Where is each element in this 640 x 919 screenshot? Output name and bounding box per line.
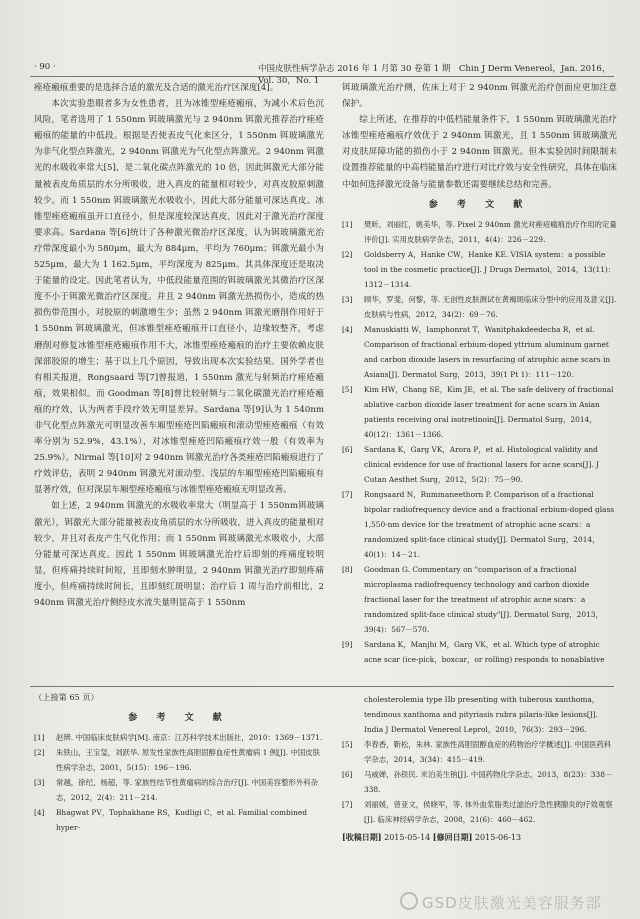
reference-number: [6] <box>342 770 353 779</box>
reference-item <box>342 292 617 322</box>
paragraph: 铒玻璃激光治疗侧，佐床上对于 2 940nm 铒激光治疗创面应更加注意保护。 <box>342 83 617 110</box>
reference-text: 刘丽媛，曾亚文，侯晓军，等. 体外血浆脂类过滤治疗急性胰腺炎的疗效观察[J]. 临床神经病学杂志，2008，21(6)：460－462. <box>364 800 613 824</box>
reference-number: [4] <box>34 808 45 818</box>
watermark-text: GSD皮肤激光美容服务部 <box>422 894 602 912</box>
reference-number <box>342 692 364 737</box>
running-header <box>30 62 614 86</box>
reference-number: [2] <box>342 249 353 259</box>
revised-date: 2015-06-13 <box>474 833 522 842</box>
reference-number: [8] <box>342 564 353 574</box>
reference-text: Manuskiatti W，Iamphonrat T，Wanitphakdeedecha R，et al. Comparison of fractional erbium-doped yttrium aluminum garnet and carbon dioxide lasers in resurfacing of atrophic acne scars in Asians[J]. Dermatol Surg，2013，39(1 Pt 1)：111－120. <box>364 324 611 379</box>
reference-number: [2] <box>34 748 45 758</box>
reference-item <box>342 487 617 562</box>
reference-item <box>342 737 617 767</box>
reference-number: [7] <box>342 800 353 809</box>
reference-text: Goldsberry A，Hanke CW，Hanke KE. VISIA system：a possible tool in the cosmetic practice[J]. J Drugs Dermatol，2014，13(11)：1312－1314. <box>364 249 616 289</box>
reference-number: [9] <box>342 639 353 649</box>
references-heading: 参 考 文 献 <box>128 713 230 723</box>
reference-number: [3] <box>342 294 353 304</box>
left-column <box>34 80 324 666</box>
reference-item <box>342 767 617 797</box>
paragraph: 本次实验患眼者多为女性患者，且为冰锥型痤疮瘢痕，为减小术后色沉风险，笔者选用了 1 550nm 铒玻璃激光与 2 940nm 铒激光推荐治疗痤疮瘢痕的能量的中低段。根据是否使表皮气化来区分，1 550nm 铒玻璃激光为非气化型点阵激光，2 940nm 铒激光为气化型点阵激光。2 940nm 铒激光的水吸收率常大[5]，是二氧化碳点阵激光的 10 倍，因此铒激光大部分能量被表皮角质层的水分所吸收，进入真皮的能量相对较少，对真皮胶原刺激较少。而 1 550nm 铒玻璃激光水吸收小，因此大部分能量可深达真皮。冰锥型痤疮瘢痕虽开口直径小，但是深度较深达真皮，因此对于激光治疗深度要求高。Sardana 等[6]统计了各种激光微治疗区深度，认为铒玻璃激光治疗带深度最小为 580μm，最大为 884μm，平均为 760μm；铒激光最小为 525μm，最大为 1 162.5μm，平均深度为 825μm。其具体深度还是取决于能量的设定。因此笔者认为，中低段能量范围的铒玻璃激光其微治疗区深度不小于铒激光微治疗区深度。并且 2 940nm 铒激光热损伤小，造成的热损伤带范围小，对胶原的刺激增生少；虽然 2 940nm 铒激光磨削作用好于 1 550nm 铒玻璃激光，但冰锥型痤疮瘢痕开口直径小，边缘较整齐，考虑磨削对修复冰锥型痤疮瘢痕作用不大，冰锥型痤疮瘢痕的治疗主要依赖皮肤深部胶原的增生；基于以上几个原因，导致出现本次实验结果。国外学者也有相关报道，Rongsaard 等[7]曾报道，1 550nm 激光与射频治疗痤疮瘢痕，效果相似。而 Goodman 等[8]曾比较射频与二氧化碳激光治疗痤疮瘢痕的疗效，认为两者手段疗效无明显差异。Sardana 等[9]认为 1 540nm 非气化型点阵激光可明显改善车厢型痤疮凹陷瘢痕和滚动型痤疮瘢痕（有效率分别为 52.9%，43.1%），对冰锥型痤疮凹陷瘢痕疗效一般（有效率为 25.9%）。Nirmal 等[10]对 2 940nm 铒激光治疗各类痤疮凹陷瘢痕进行了疗效评估，表明 2 940nm 铒激光对滚动型、浅层的车厢型痤疮凹陷瘢痕有显著疗效，但对深层车厢型痤疮瘢痕与冰锥型痤疮瘢痕无明显改善。 <box>34 99 324 496</box>
reference-item <box>342 247 617 292</box>
reference-text: Sardana K，Manjhi M，Garg VK，et al. Which type of atrophic acne scar (ice-pick，boxcar，or rolling) responds to nonablative <box>364 639 605 664</box>
reference-number: [4] <box>342 324 353 334</box>
reference-item <box>342 442 617 487</box>
reference-text: 赵辨. 中国临床皮肤病学[M]. 南京：江苏科学技术出版社，2010：1369－1371. <box>56 733 323 743</box>
page-number: · 90 · <box>34 62 56 72</box>
reference-number: [1] <box>342 219 353 229</box>
reference-number: [1] <box>34 733 45 743</box>
bottom-left-column <box>34 706 324 866</box>
reference-item <box>342 217 617 247</box>
reference-item <box>342 562 617 637</box>
reference-item <box>342 382 617 442</box>
references-heading: 参 考 文 献 <box>428 199 531 210</box>
reference-item <box>342 322 617 382</box>
reference-list <box>342 217 617 666</box>
reference-text: 常越，徐纪，杨超，等. 家族性结节性黄瘤病的综合治疗[J]. 中国美容整形外科杂志，2012，2(4)：211－214. <box>56 778 319 803</box>
reference-text: 朱铁山，王宝玺，刘跃华. 原发性家族性高胆固醇血症性黄瘤病 1 例[J]. 中国皮肤性病学杂志，2001，5(15)：196－196. <box>56 748 321 773</box>
reference-text: Sardana K，Garg VK，Arora P，et al. Histological validity and clinical evidence for use of fractional lasers for acne scars[J]. J Cutan Aesthet Surg，2012，5(2)：75－90. <box>364 444 600 484</box>
wechat-icon <box>400 892 418 910</box>
reference-text: cholesterolemia type IIb presenting with tuberous xanthoma，tendinous xanthoma and pityriasis rubra pilaris-like lesions[J]. India J Dermatol Venereol Leprol，2010，76(3)：293－296. <box>364 695 600 734</box>
section-divider <box>30 686 614 687</box>
reference-text: 樊昕，刘丽红，姚美华，等. Pixel 2 940nm 激光对痤疮瘢痕治疗作用的定量评价[J]. 实用皮肤病学杂志，2011，4(4)：226－229. <box>364 219 617 244</box>
reference-text: Goodman G. Commentary on "comparison of a fractional microplasma radiofrequency technology and carbon dioxide fractional laser for the treatment of atrophic acne scars：a randomized split-face clinical study"[J]. Dermatol Surg，2013，39(4)：567－570. <box>364 564 603 634</box>
reference-item <box>34 745 324 775</box>
reference-text: Rongsaard N，Rummaneethorn P. Comparison of a fractional bipolar radiofrequency device and a fractional erbium-doped glass 1,550-nm device for the treatment of atrophic acne scars：a randomized split-face clinical study[J]. Dermatol Surg，2014，40(1)：14－21. <box>364 489 615 559</box>
paragraph: 痤疮瘢痕重要的是选择合适的激光及合适的激光治疗区深度[4]。 <box>34 83 279 93</box>
revised-label: [修回日期] <box>432 832 473 842</box>
journal-title: 中国皮肤性病学杂志 2016 年 1 月第 30 卷第 1 期 Chin J Derm Venereol，Jan. 2016，Vol. 30，No. 1 <box>258 64 611 86</box>
paragraph: 综上所述，在推荐的中低档能量条件下，1 550nm 铒玻璃激光治疗冰锥型痤疮瘢痕疗效优于 2 940nm 铒激光，且 1 550nm 铒玻璃激光对皮肤屏障功能的损伤小于 2 940nm 铒激光。但本实验因时间限制未设置推荐能量的中高档能量治疗进行对比疗效与安全性研究，具体在临床中如何选择激光设备与能量参数还需要继续总结和完善。 <box>342 115 617 190</box>
reference-number: [5] <box>342 740 353 749</box>
reference-text: 李春香，靳松，朱林. 家族性高胆固醇血症的药物治疗学概述[J]. 中国医药科学杂志，2014，3(34)：415－419. <box>364 740 612 764</box>
reference-number: [6] <box>342 444 353 454</box>
reference-text: 顾华，罗斐，何黎，等. 无创性皮肤测试在黄褐斑临床分型中的应用及意义[J]. 皮肤病与性病，2012，34(2)：69－76. <box>364 294 617 319</box>
reference-item <box>34 775 324 805</box>
paragraph: 如上述，2 940nm 铒激光的水吸收率常大（明显高于 1 550nm铒玻璃激光），铒激光大部分能量被表皮角质层的水分所吸收，进入真皮的能量相对较少，并且对表皮产生气化作用；而 1 550nm 铒玻璃激光水吸收小，大部分能量可深达真皮。因此 1 550nm 铒玻璃激光治疗后即刻的疼痛度较明显，但疼痛持续时间短，且即刻水肿明显，2 940nm 铒激光治疗即刻疼痛度小，但疼痛持续时间长，且即刻红斑明显；治疗后 1 周与治疗前相比，2 940nm 铒激光治疗侧经皮水流失量明显高于 1 550nm <box>34 501 324 608</box>
watermark <box>400 892 602 913</box>
reference-text: Bhagwat PV，Tophakhane RS，Kudligi C，et al. Familial combined hyper- <box>56 808 307 833</box>
reference-item <box>342 637 617 666</box>
reference-item <box>34 730 324 745</box>
received-date: 2015-05-14 <box>384 833 431 842</box>
reference-number: [3] <box>34 778 45 788</box>
received-label: [收稿日期] <box>342 832 382 842</box>
reference-list <box>34 730 324 835</box>
continued-note: （上接第 65 页） <box>34 692 99 702</box>
reference-list <box>342 692 617 827</box>
reference-number: [5] <box>342 384 353 394</box>
reference-item <box>342 797 617 827</box>
reference-text: Kim HW，Chang SE，Kim JE，et al. The safe delivery of fractional ablative carbon dioxide laser treatment for acne scars in Asian patients receiving oral isotretinoin[J]. Dermatol Surg，2014，40(12)：1361－1366. <box>364 384 614 439</box>
reference-item <box>34 805 324 835</box>
reference-text: 马威婵，孙铁民. 米泊美生钠[J]. 中国药物化学杂志，2013，8(23)：338－338. <box>364 770 613 794</box>
received-dates <box>342 829 617 846</box>
bottom-right-column <box>342 692 617 892</box>
right-column <box>342 80 617 666</box>
reference-number: [7] <box>342 489 353 499</box>
reference-item <box>342 692 617 737</box>
